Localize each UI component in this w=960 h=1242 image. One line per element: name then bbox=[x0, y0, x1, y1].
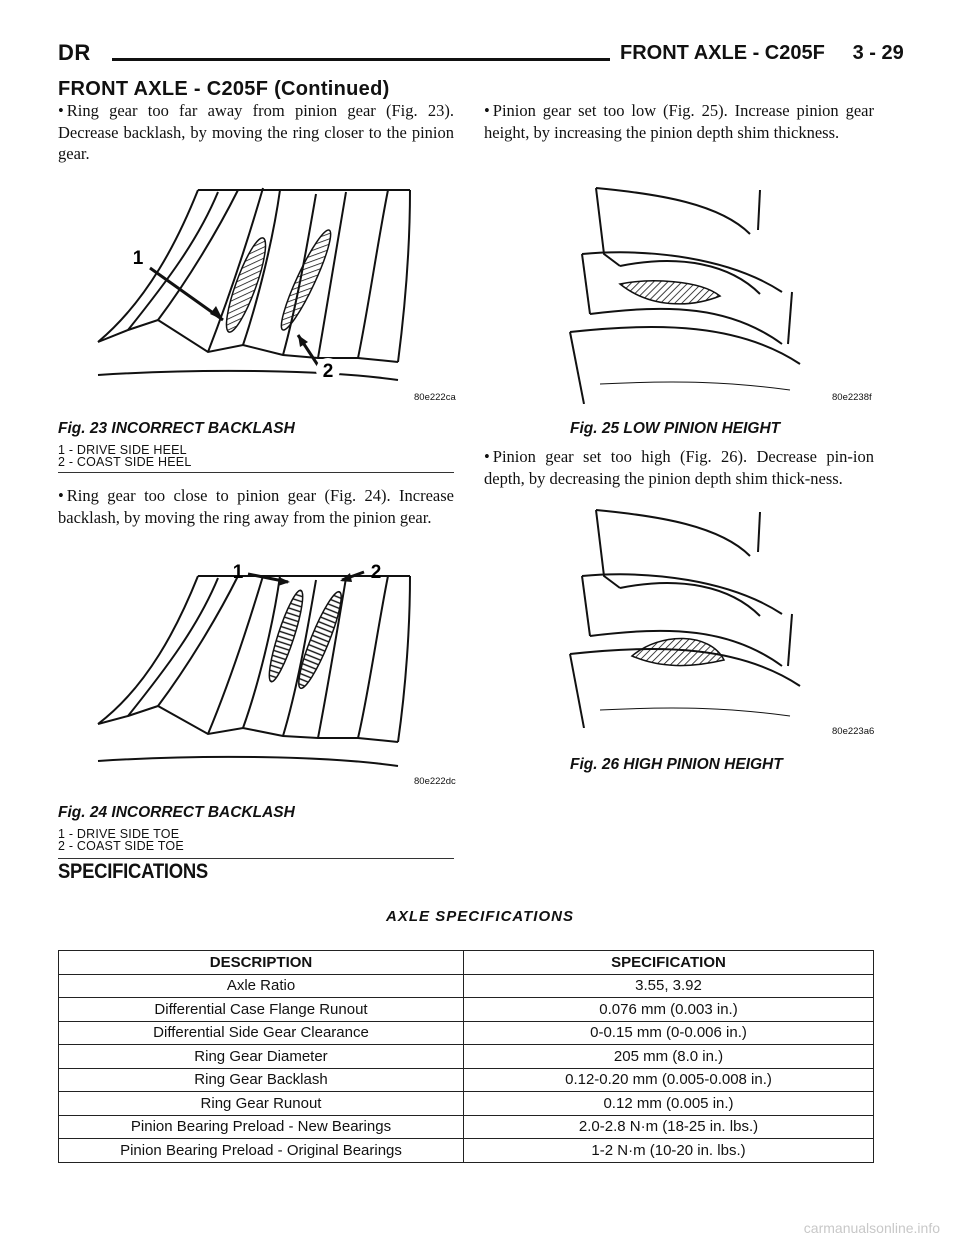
fig25-illustration bbox=[560, 184, 874, 404]
table-cell: 0.076 mm (0.003 in.) bbox=[464, 998, 874, 1022]
fig24-rule bbox=[58, 858, 454, 859]
fig25-code: 80e2238f bbox=[832, 392, 872, 403]
fig26-code: 80e223a6 bbox=[832, 726, 875, 737]
fig23-callout-2: 2 bbox=[322, 361, 334, 382]
fig23-callout-1: 1 bbox=[132, 248, 144, 269]
specifications-heading: SPECIFICATIONS bbox=[58, 860, 208, 883]
fig25-pinion-drawing bbox=[560, 184, 874, 404]
left-bullet-2 bbox=[58, 485, 454, 528]
fig24-caption: Fig. 24 INCORRECT BACKLASH bbox=[58, 804, 295, 821]
table-cell: Pinion Bearing Preload - New Bearings bbox=[59, 1115, 464, 1139]
fig23-rule bbox=[58, 472, 454, 473]
fig25-caption: Fig. 25 LOW PINION HEIGHT bbox=[570, 420, 781, 437]
right-bullet-1-text: Pinion gear set too low (Fig. 25). Increase pinion gear height, by increasing the pinion depth shim thickness. bbox=[484, 101, 874, 142]
table-cell: Differential Case Flange Runout bbox=[59, 998, 464, 1022]
table-cell: 1-2 N·m (10-20 in. lbs.) bbox=[464, 1139, 874, 1163]
header-rule bbox=[112, 58, 610, 61]
fig23-gear-drawing bbox=[58, 180, 454, 416]
table-cell: 0.12-0.20 mm (0.005-0.008 in.) bbox=[464, 1068, 874, 1092]
table-row bbox=[59, 1045, 874, 1069]
right-bullet-1 bbox=[484, 100, 874, 143]
table-header-row bbox=[59, 951, 874, 975]
table-cell: 0-0.15 mm (0-0.006 in.) bbox=[464, 1021, 874, 1045]
table-cell: 3.55, 3.92 bbox=[464, 974, 874, 998]
left-bullet-2-text: Ring gear too close to pinion gear (Fig. 24). Increase backlash, by moving the ring away from the pinion gear. bbox=[58, 486, 454, 527]
fig23-legend-2: 2 - COAST SIDE HEEL bbox=[58, 455, 192, 469]
table-cell: Axle Ratio bbox=[59, 974, 464, 998]
left-bullet-1-text: Ring gear too far away from pinion gear (Fig. 23). Decrease backlash, by moving the ring closer to the pinion gear. bbox=[58, 101, 454, 163]
table-cell: 2.0-2.8 N·m (18-25 in. lbs.) bbox=[464, 1115, 874, 1139]
column-header-description: DESCRIPTION bbox=[59, 951, 464, 975]
fig26-pinion-drawing bbox=[560, 506, 874, 728]
fig24-callout-2: 2 bbox=[370, 562, 382, 583]
header-title: FRONT AXLE - C205F 3 - 29 bbox=[620, 42, 904, 64]
fig24-legend-2: 2 - COAST SIDE TOE bbox=[58, 839, 184, 853]
fig23-caption: Fig. 23 INCORRECT BACKLASH bbox=[58, 420, 295, 437]
table-row bbox=[59, 974, 874, 998]
axle-specifications-title: AXLE SPECIFICATIONS bbox=[386, 908, 574, 925]
fig23-legend-1: 1 - DRIVE SIDE HEEL bbox=[58, 443, 187, 457]
watermark: carmanualsonline.info bbox=[803, 1220, 940, 1236]
table-cell: 205 mm (8.0 in.) bbox=[464, 1045, 874, 1069]
table-row bbox=[59, 1139, 874, 1163]
table-row bbox=[59, 1115, 874, 1139]
fig26-caption: Fig. 26 HIGH PINION HEIGHT bbox=[570, 756, 783, 773]
fig23-illustration bbox=[58, 180, 454, 416]
left-bullet-1 bbox=[58, 100, 454, 165]
fig24-callout-1: 1 bbox=[232, 562, 244, 583]
table-row bbox=[59, 998, 874, 1022]
table-cell: Ring Gear Diameter bbox=[59, 1045, 464, 1069]
table-row bbox=[59, 1092, 874, 1116]
fig24-code: 80e222dc bbox=[414, 776, 456, 787]
fig24-illustration bbox=[58, 556, 454, 788]
fig23-code: 80e222ca bbox=[414, 392, 456, 403]
right-bullet-2-text: Pinion gear set too high (Fig. 26). Decrease pin-ion depth, by decreasing the pinion depth shim thick-ness. bbox=[484, 447, 874, 488]
table-cell: Pinion Bearing Preload - Original Bearings bbox=[59, 1139, 464, 1163]
column-header-specification: SPECIFICATION bbox=[464, 951, 874, 975]
header-dr: DR bbox=[58, 40, 91, 65]
fig24-legend-1: 1 - DRIVE SIDE TOE bbox=[58, 827, 180, 841]
table-cell: Differential Side Gear Clearance bbox=[59, 1021, 464, 1045]
table-cell: 0.12 mm (0.005 in.) bbox=[464, 1092, 874, 1116]
axle-specifications-table bbox=[58, 950, 874, 1163]
table-cell: Ring Gear Backlash bbox=[59, 1068, 464, 1092]
table-row bbox=[59, 1068, 874, 1092]
table-cell: Ring Gear Runout bbox=[59, 1092, 464, 1116]
right-bullet-2 bbox=[484, 446, 874, 489]
section-title: FRONT AXLE - C205F (Continued) bbox=[58, 78, 390, 100]
table-row bbox=[59, 1021, 874, 1045]
fig26-illustration bbox=[560, 506, 874, 728]
fig24-gear-drawing bbox=[58, 556, 454, 788]
